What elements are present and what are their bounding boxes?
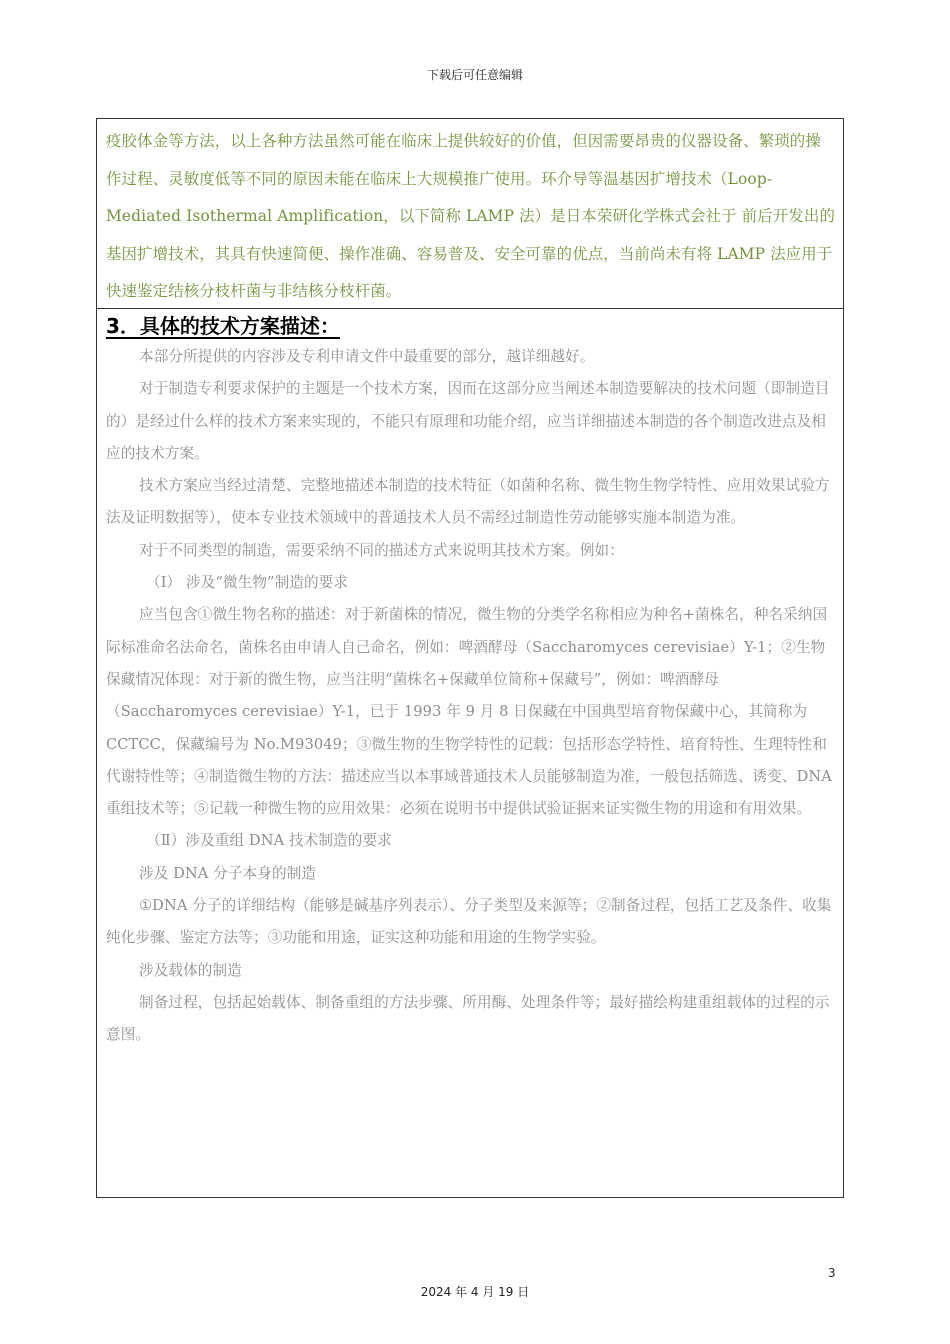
subheading-microorganism: （Ⅰ） 涉及“微生物”制造的要求 [146, 574, 349, 592]
subheading-recombinant-dna: （Ⅱ）涉及重组 DNA 技术制造的要求 [146, 832, 392, 850]
paragraph-vector: 制备过程，包括起始载体、制备重组的方法步骤、所用酶、处理条件等；最好描绘构建重组载体的过程的示意图。 [106, 993, 830, 1044]
paragraph-subject: 对于制造专利要求保护的主题是一个技术方案，因而在这部分应当阐述本制造要解决的技术问题（即制造目的）是经过什么样的技术方案来实现的，不能只有原理和功能介绍，应当详细描述本制造的各个制造改进点及相应的技术方案。 [106, 380, 830, 462]
paragraph-description-types: 对于不同类型的制造，需要采纳不同的描述方式来说明其技术方案。例如： [139, 541, 624, 559]
page-header: 下载后可任意编辑 [426, 68, 523, 82]
subheading-vector: 涉及载体的制造 [139, 961, 242, 979]
page-footer-date: 2024 年 4 月 19 日 [420, 1285, 530, 1299]
section-title: 3．具体的技术方案描述： [106, 314, 340, 338]
intro-paragraph: 疫胶体金等方法，以上各种方法虽然可能在临床上提供较好的价值，但因需要昂贵的仪器设备、繁琐的操作过程、灵敏度低等不同的原因未能在临床上大规模推广使用。环介导等温基因扩增技术（Loop-Mediated Isothermal Amplification，以下简称 LAMP 法）是日本荣研化学株式会社于 前后开发出的基因扩增技术，其具有快速简便、操作准确、容易普及、安全可靠的优点，当前尚未有将 LAMP 法应用于快速鉴定结核分枝杆菌与非结核分枝杆菌。 [106, 132, 835, 301]
subheading-dna-molecule: 涉及 DNA 分子本身的制造 [139, 864, 317, 882]
page-number: 3 [828, 1266, 836, 1280]
paragraph-microorganism-requirements: 应当包含①微生物名称的描述：对于新菌株的情况，微生物的分类学名称相应为种名+菌株名，种名采纳国际标准命名法命名，菌株名由申请人自己命名，例如：啤酒酵母（Saccharomyces cerevisiae）Y-1；②生物保藏情况体现：对于新的微生物，应当注明“菌株名+保藏单位简称+保藏号”，例如：啤酒酵母（Saccharomyces cerevisiae）Y-1，已于 1993 年 9 月 8 日保藏在中国典型培育物保藏中心，其简称为 CCTCC，保藏编号为 No.M93049；③微生物的生物学特性的记载：包括形态学特性、培育特性、生理特性和代谢特性等；④制造微生物的方法：描述应当以本事域普通技术人员能够制造为准，一般包括筛选、诱变、DNA 重组技术等；⑤记载一种微生物的应用效果：必须在说明书中提供试验证据来证实微生物的用途和有用效果。 [106, 606, 832, 818]
intro-table-cell [96, 118, 844, 309]
paragraph-technical-features: 技术方案应当经过清楚、完整地描述本制造的技术特征（如菌种名称、微生物生物学特性、应用效果试验方法及证明数据等），使本专业技术领域中的普通技术人员不需经过制造性劳动能够实施本制造为准。 [106, 477, 830, 527]
paragraph-dna-molecule: ①DNA 分子的详细结构（能够是碱基序列表示）、分子类型及来源等；②制备过程，包括工艺及条件、收集纯化步骤、鉴定方法等；③功能和用途，证实这种功能和用途的生物学实验。 [106, 897, 832, 947]
paragraph-importance: 本部分所提供的内容涉及专利申请文件中最重要的部分，越详细越好。 [139, 348, 595, 365]
technical-scheme-table-cell [96, 308, 844, 1198]
